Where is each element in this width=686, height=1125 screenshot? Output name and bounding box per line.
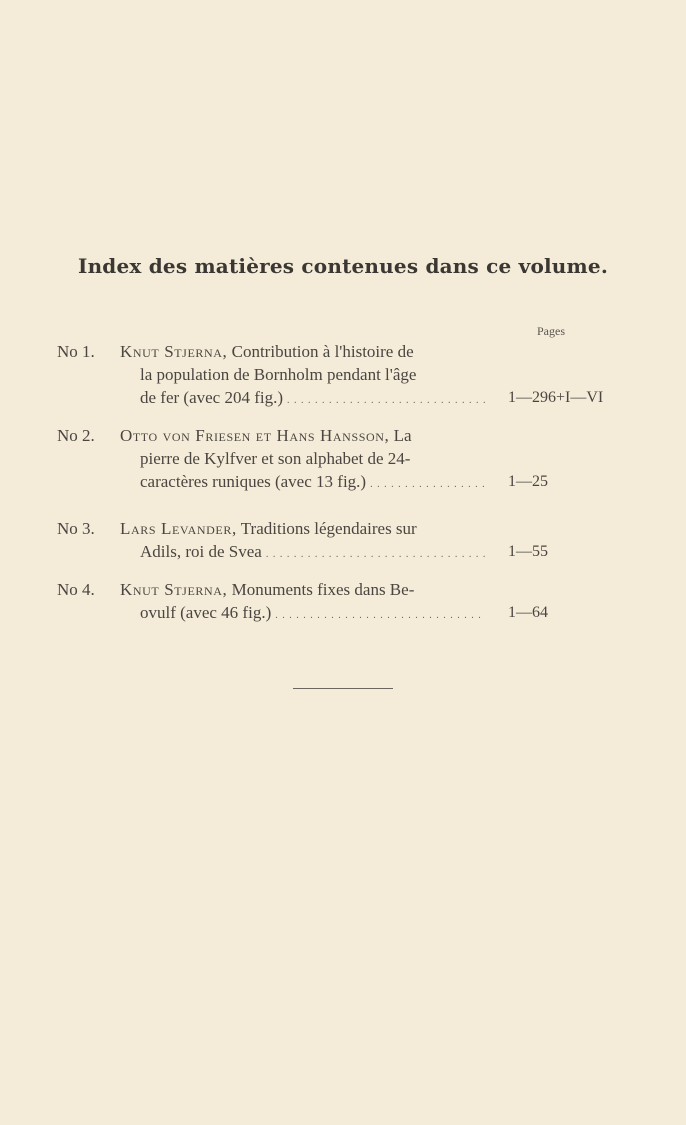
entry-number: No 2. xyxy=(57,426,95,445)
entry-title-line: La xyxy=(393,426,412,445)
entry-last-line xyxy=(120,601,485,624)
entry-title-line: ovulf (avec 46 fig.) xyxy=(140,603,272,622)
entry-title-line: Traditions légendaires sur xyxy=(240,519,417,538)
dot-leader xyxy=(266,543,485,566)
entry-title-line: Contribution à l'histoire de xyxy=(231,342,414,361)
entry-title-line: caractères runiques (avec 13 fig.) xyxy=(140,472,367,491)
entry-title-line: pierre de Kylfver et son alphabet de 24- xyxy=(140,449,411,468)
entry-title-line: Adils, roi de Svea xyxy=(140,542,262,561)
closing-rule-divider xyxy=(293,688,393,689)
entry-pages: 1—296+I—VI xyxy=(508,389,604,406)
entry-first-line xyxy=(120,340,485,363)
entry-number: No 1. xyxy=(57,342,95,361)
entry-text xyxy=(120,578,485,624)
entry-text xyxy=(120,340,485,409)
pages-column-header: Pages xyxy=(537,324,565,338)
index-title: Index des matières contenues dans ce volume. xyxy=(78,254,608,278)
entry-last-line xyxy=(120,470,485,493)
dot-leader xyxy=(287,389,485,412)
entry-title-line: la population de Bornholm pendant l'âge xyxy=(140,365,417,384)
entry-text xyxy=(120,517,485,563)
entry-last-line xyxy=(120,386,485,409)
entry-first-line xyxy=(120,517,485,540)
entry-title-line: Monuments fixes dans Be- xyxy=(231,580,415,599)
entry-pages: 1—64 xyxy=(508,604,548,621)
dot-leader xyxy=(370,473,485,496)
entry-pages: 1—25 xyxy=(508,473,548,490)
entry-author: Lars Levander, xyxy=(120,519,237,538)
entry-title-line: de fer (avec 204 fig.) xyxy=(140,388,284,407)
entry-first-line xyxy=(120,578,485,601)
entry-first-line xyxy=(120,424,485,447)
entry-pages: 1—55 xyxy=(508,543,548,560)
entry-last-line xyxy=(120,540,485,563)
entry-number: No 3. xyxy=(57,519,95,538)
entry-author: Otto von Friesen et Hans Hansson, xyxy=(120,426,390,445)
dot-leader xyxy=(275,604,485,627)
entry-number: No 4. xyxy=(57,580,95,599)
entry-text xyxy=(120,424,485,493)
entry-author: Knut Stjerna, xyxy=(120,580,228,599)
entry-author: Knut Stjerna, xyxy=(120,342,228,361)
